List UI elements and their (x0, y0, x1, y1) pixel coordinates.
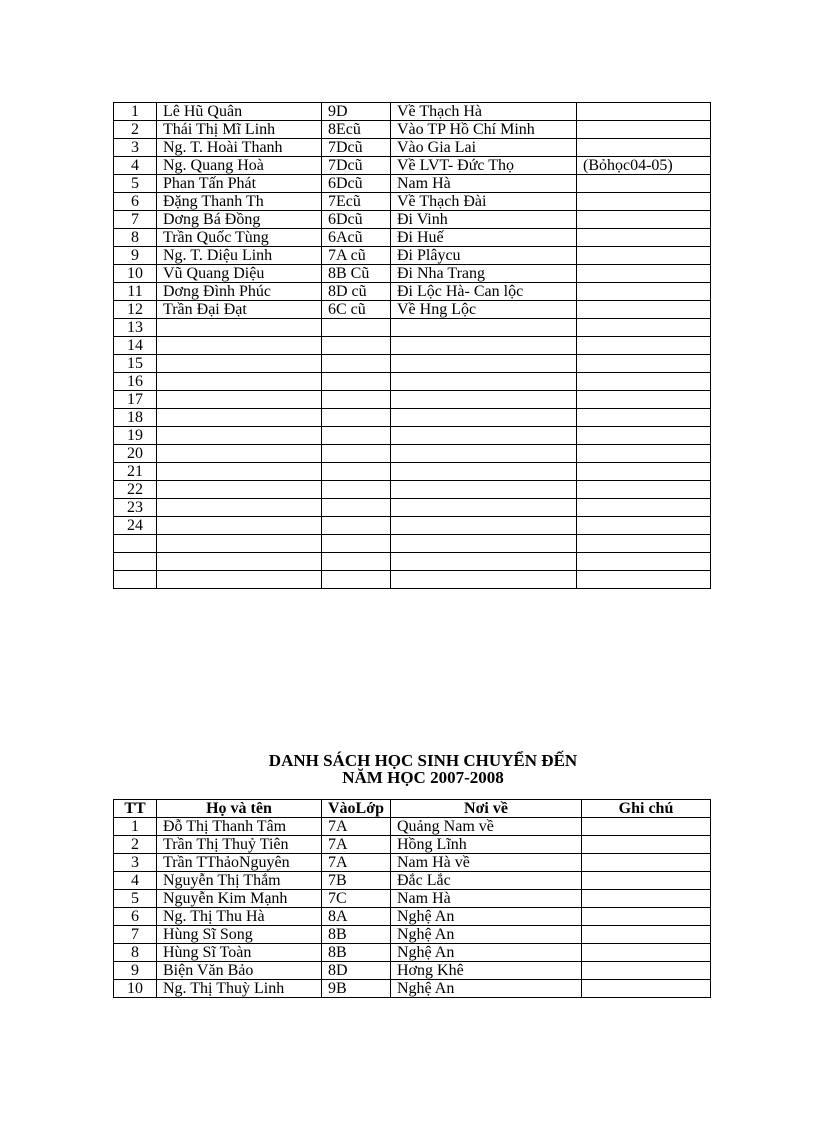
transfer-in-table-body (114, 818, 711, 998)
cell-note (577, 571, 711, 589)
cell-destination: Đi Plâycu (391, 247, 577, 265)
cell-name (157, 481, 322, 499)
cell-note (577, 337, 711, 355)
cell-number: 4 (114, 872, 157, 890)
cell-name: Ng. Thị Thuỳ Linh (157, 980, 322, 998)
table-row (114, 908, 711, 926)
cell-class (322, 517, 391, 535)
table-row (114, 409, 711, 427)
cell-note (577, 445, 711, 463)
cell-destination: Hồng Lĩnh (391, 836, 582, 854)
cell-destination (391, 337, 577, 355)
table-row (114, 980, 711, 998)
cell-name: Ng. Quang Hoà (157, 157, 322, 175)
cell-note (577, 121, 711, 139)
cell-note (577, 175, 711, 193)
cell-number: 11 (114, 283, 157, 301)
cell-name: Phan Tấn Phát (157, 175, 322, 193)
cell-note (577, 517, 711, 535)
cell-number: 6 (114, 193, 157, 211)
cell-class: 8D cũ (322, 283, 391, 301)
cell-number: 8 (114, 944, 157, 962)
cell-note (577, 391, 711, 409)
cell-note (577, 247, 711, 265)
cell-name (157, 463, 322, 481)
table-row (114, 391, 711, 409)
cell-name: Ng. Thị Thu Hà (157, 908, 322, 926)
cell-note (577, 103, 711, 121)
cell-name: Dơng Đình Phúc (157, 283, 322, 301)
cell-number: 18 (114, 409, 157, 427)
cell-destination (391, 553, 577, 571)
cell-note (577, 409, 711, 427)
cell-destination: Đi Nha Trang (391, 265, 577, 283)
cell-name (157, 337, 322, 355)
cell-number: 20 (114, 445, 157, 463)
table-row (114, 139, 711, 157)
table-row (114, 175, 711, 193)
table-row (114, 926, 711, 944)
cell-destination (391, 517, 577, 535)
cell-destination: Đi Huế (391, 229, 577, 247)
cell-destination (391, 355, 577, 373)
cell-destination (391, 499, 577, 517)
table-row (114, 229, 711, 247)
cell-destination: Về Thạch Đài (391, 193, 577, 211)
cell-number: 1 (114, 818, 157, 836)
table-row (114, 535, 711, 553)
cell-destination: Nghệ An (391, 926, 582, 944)
transfer-out-table (113, 102, 711, 589)
cell-note (582, 836, 711, 854)
cell-class: 8B (322, 944, 391, 962)
cell-note (577, 265, 711, 283)
cell-class: 8B Cũ (322, 265, 391, 283)
table-row (114, 373, 711, 391)
table-row (114, 247, 711, 265)
cell-note (577, 535, 711, 553)
cell-destination: Hơng Khê (391, 962, 582, 980)
cell-note (577, 139, 711, 157)
cell-destination (391, 319, 577, 337)
cell-note (577, 463, 711, 481)
cell-name: Ng. T. Diệu Linh (157, 247, 322, 265)
cell-note (577, 319, 711, 337)
cell-name: Biện Văn Bảo (157, 962, 322, 980)
cell-class (322, 373, 391, 391)
cell-number: 10 (114, 265, 157, 283)
cell-destination: Vào TP Hồ Chí Minh (391, 121, 577, 139)
cell-destination: Về Hng Lộc (391, 301, 577, 319)
table-row (114, 265, 711, 283)
cell-number: 9 (114, 247, 157, 265)
cell-name: Trần Quốc Tùng (157, 229, 322, 247)
cell-number: 4 (114, 157, 157, 175)
cell-destination (391, 409, 577, 427)
cell-class: 7A (322, 818, 391, 836)
cell-destination (391, 481, 577, 499)
cell-number: 12 (114, 301, 157, 319)
cell-destination: Đi Lộc Hà- Can lộc (391, 283, 577, 301)
cell-class: 7A (322, 836, 391, 854)
cell-note (577, 373, 711, 391)
transfer-in-table (113, 799, 711, 998)
cell-number: 2 (114, 836, 157, 854)
cell-note (577, 229, 711, 247)
cell-note: (Bỏhọc04-05) (577, 157, 711, 175)
cell-number: 3 (114, 139, 157, 157)
cell-name: Trần Thị Thuỷ Tiên (157, 836, 322, 854)
cell-name (157, 517, 322, 535)
table-row (114, 355, 711, 373)
cell-number: 13 (114, 319, 157, 337)
cell-name: Hùng Sĩ Song (157, 926, 322, 944)
header-full-name: Họ và tên (157, 800, 322, 818)
cell-name (157, 427, 322, 445)
cell-destination: Đi Vinh (391, 211, 577, 229)
cell-destination (391, 463, 577, 481)
cell-note (577, 427, 711, 445)
table-row (114, 211, 711, 229)
cell-note (582, 980, 711, 998)
cell-name (157, 319, 322, 337)
cell-name (157, 499, 322, 517)
cell-destination: Nam Hà (391, 175, 577, 193)
cell-destination: Nghệ An (391, 944, 582, 962)
table-row (114, 481, 711, 499)
cell-name: Hùng Sĩ Toàn (157, 944, 322, 962)
cell-destination (391, 391, 577, 409)
cell-class: 9B (322, 980, 391, 998)
cell-name: Dơng Bá Đồng (157, 211, 322, 229)
header-tt: TT (114, 800, 157, 818)
cell-number: 10 (114, 980, 157, 998)
cell-number: 15 (114, 355, 157, 373)
cell-destination: Nghệ An (391, 980, 582, 998)
cell-name (157, 355, 322, 373)
cell-class (322, 409, 391, 427)
cell-number (114, 553, 157, 571)
header-notes: Ghi chú (582, 800, 711, 818)
cell-class: 7A cũ (322, 247, 391, 265)
cell-destination: Quảng Nam về (391, 818, 582, 836)
cell-number: 7 (114, 926, 157, 944)
cell-number: 23 (114, 499, 157, 517)
cell-number: 21 (114, 463, 157, 481)
table-row (114, 301, 711, 319)
cell-class: 8Ecũ (322, 121, 391, 139)
cell-number: 2 (114, 121, 157, 139)
table-row (114, 157, 711, 175)
cell-destination: Nam Hà (391, 890, 582, 908)
cell-name: Đặng Thanh Th (157, 193, 322, 211)
cell-note (582, 944, 711, 962)
table-row (114, 463, 711, 481)
section-title: DANH SÁCH HỌC SINH CHUYỂN ĐẾN (268, 751, 578, 770)
cell-number: 5 (114, 175, 157, 193)
cell-name: Trần TThảoNguyên (157, 854, 322, 872)
cell-note (582, 890, 711, 908)
cell-number: 16 (114, 373, 157, 391)
cell-class: 7Dcũ (322, 157, 391, 175)
table-row (114, 854, 711, 872)
cell-class: 6Acũ (322, 229, 391, 247)
cell-destination: Đắc Lắc (391, 872, 582, 890)
cell-class: 6Dcũ (322, 211, 391, 229)
table-row (114, 571, 711, 589)
table-row (114, 553, 711, 571)
cell-class (322, 463, 391, 481)
cell-class: 8D (322, 962, 391, 980)
cell-destination: Nghệ An (391, 908, 582, 926)
cell-name (157, 391, 322, 409)
table-header-row (114, 800, 711, 818)
cell-destination (391, 445, 577, 463)
cell-note (582, 872, 711, 890)
cell-note (577, 499, 711, 517)
cell-name: Đỗ Thị Thanh Tâm (157, 818, 322, 836)
cell-number: 7 (114, 211, 157, 229)
table-row (114, 121, 711, 139)
cell-note (582, 854, 711, 872)
cell-class (322, 427, 391, 445)
cell-destination: Nam Hà về (391, 854, 582, 872)
cell-note (577, 283, 711, 301)
cell-note (582, 962, 711, 980)
table-row (114, 499, 711, 517)
cell-number: 6 (114, 908, 157, 926)
cell-class (322, 445, 391, 463)
cell-destination: Về LVT- Đức Thọ (391, 157, 577, 175)
cell-note (577, 481, 711, 499)
cell-note (577, 211, 711, 229)
cell-name: Lê Hũ Quân (157, 103, 322, 121)
cell-class (322, 337, 391, 355)
cell-note (577, 193, 711, 211)
cell-number: 3 (114, 854, 157, 872)
table-row (114, 944, 711, 962)
cell-class: 8B (322, 926, 391, 944)
cell-name (157, 535, 322, 553)
cell-note (577, 301, 711, 319)
cell-name: Thái Thị Mĩ Linh (157, 121, 322, 139)
cell-number: 24 (114, 517, 157, 535)
table-row (114, 319, 711, 337)
cell-class: 9D (322, 103, 391, 121)
table-row (114, 427, 711, 445)
table-row (114, 337, 711, 355)
cell-note (582, 818, 711, 836)
cell-number: 17 (114, 391, 157, 409)
cell-note (577, 553, 711, 571)
cell-class (322, 499, 391, 517)
cell-class: 7Dcũ (322, 139, 391, 157)
cell-destination: Vào Gia Lai (391, 139, 577, 157)
cell-destination: Về Thạch Hà (391, 103, 577, 121)
table-row (114, 103, 711, 121)
cell-name: Vũ Quang Diệu (157, 265, 322, 283)
table-row (114, 962, 711, 980)
table-row (114, 445, 711, 463)
cell-destination (391, 571, 577, 589)
cell-number: 8 (114, 229, 157, 247)
cell-class (322, 571, 391, 589)
table-row (114, 517, 711, 535)
cell-class: 6Dcũ (322, 175, 391, 193)
cell-number: 19 (114, 427, 157, 445)
transfer-out-table-body (114, 103, 711, 589)
cell-destination (391, 427, 577, 445)
cell-class (322, 535, 391, 553)
cell-destination (391, 535, 577, 553)
cell-class (322, 355, 391, 373)
cell-number: 1 (114, 103, 157, 121)
school-year-subtitle: NĂM HỌC 2007-2008 (342, 768, 504, 787)
cell-name: Nguyễn Thị Thắm (157, 872, 322, 890)
table-row (114, 836, 711, 854)
cell-class: 7C (322, 890, 391, 908)
cell-name (157, 553, 322, 571)
cell-number: 9 (114, 962, 157, 980)
cell-name (157, 373, 322, 391)
cell-number: 5 (114, 890, 157, 908)
header-origin: Nơi về (391, 800, 582, 818)
cell-class (322, 553, 391, 571)
table-row (114, 193, 711, 211)
cell-class: 7B (322, 872, 391, 890)
cell-class (322, 319, 391, 337)
cell-note (582, 926, 711, 944)
cell-name (157, 409, 322, 427)
cell-class: 7Ecũ (322, 193, 391, 211)
cell-name (157, 445, 322, 463)
cell-name (157, 571, 322, 589)
cell-name: Trần Đại Đạt (157, 301, 322, 319)
cell-note (582, 908, 711, 926)
cell-destination (391, 373, 577, 391)
cell-number: 22 (114, 481, 157, 499)
cell-number: 14 (114, 337, 157, 355)
table-row (114, 818, 711, 836)
cell-note (577, 355, 711, 373)
cell-class: 8A (322, 908, 391, 926)
cell-number (114, 535, 157, 553)
cell-name: Ng. T. Hoài Thanh (157, 139, 322, 157)
cell-class (322, 481, 391, 499)
cell-class: 7A (322, 854, 391, 872)
table-row (114, 283, 711, 301)
header-class: VàoLớp (322, 800, 391, 818)
cell-class (322, 391, 391, 409)
cell-number (114, 571, 157, 589)
table-row (114, 872, 711, 890)
cell-name: Nguyễn Kim Mạnh (157, 890, 322, 908)
cell-class: 6C cũ (322, 301, 391, 319)
table-row (114, 890, 711, 908)
